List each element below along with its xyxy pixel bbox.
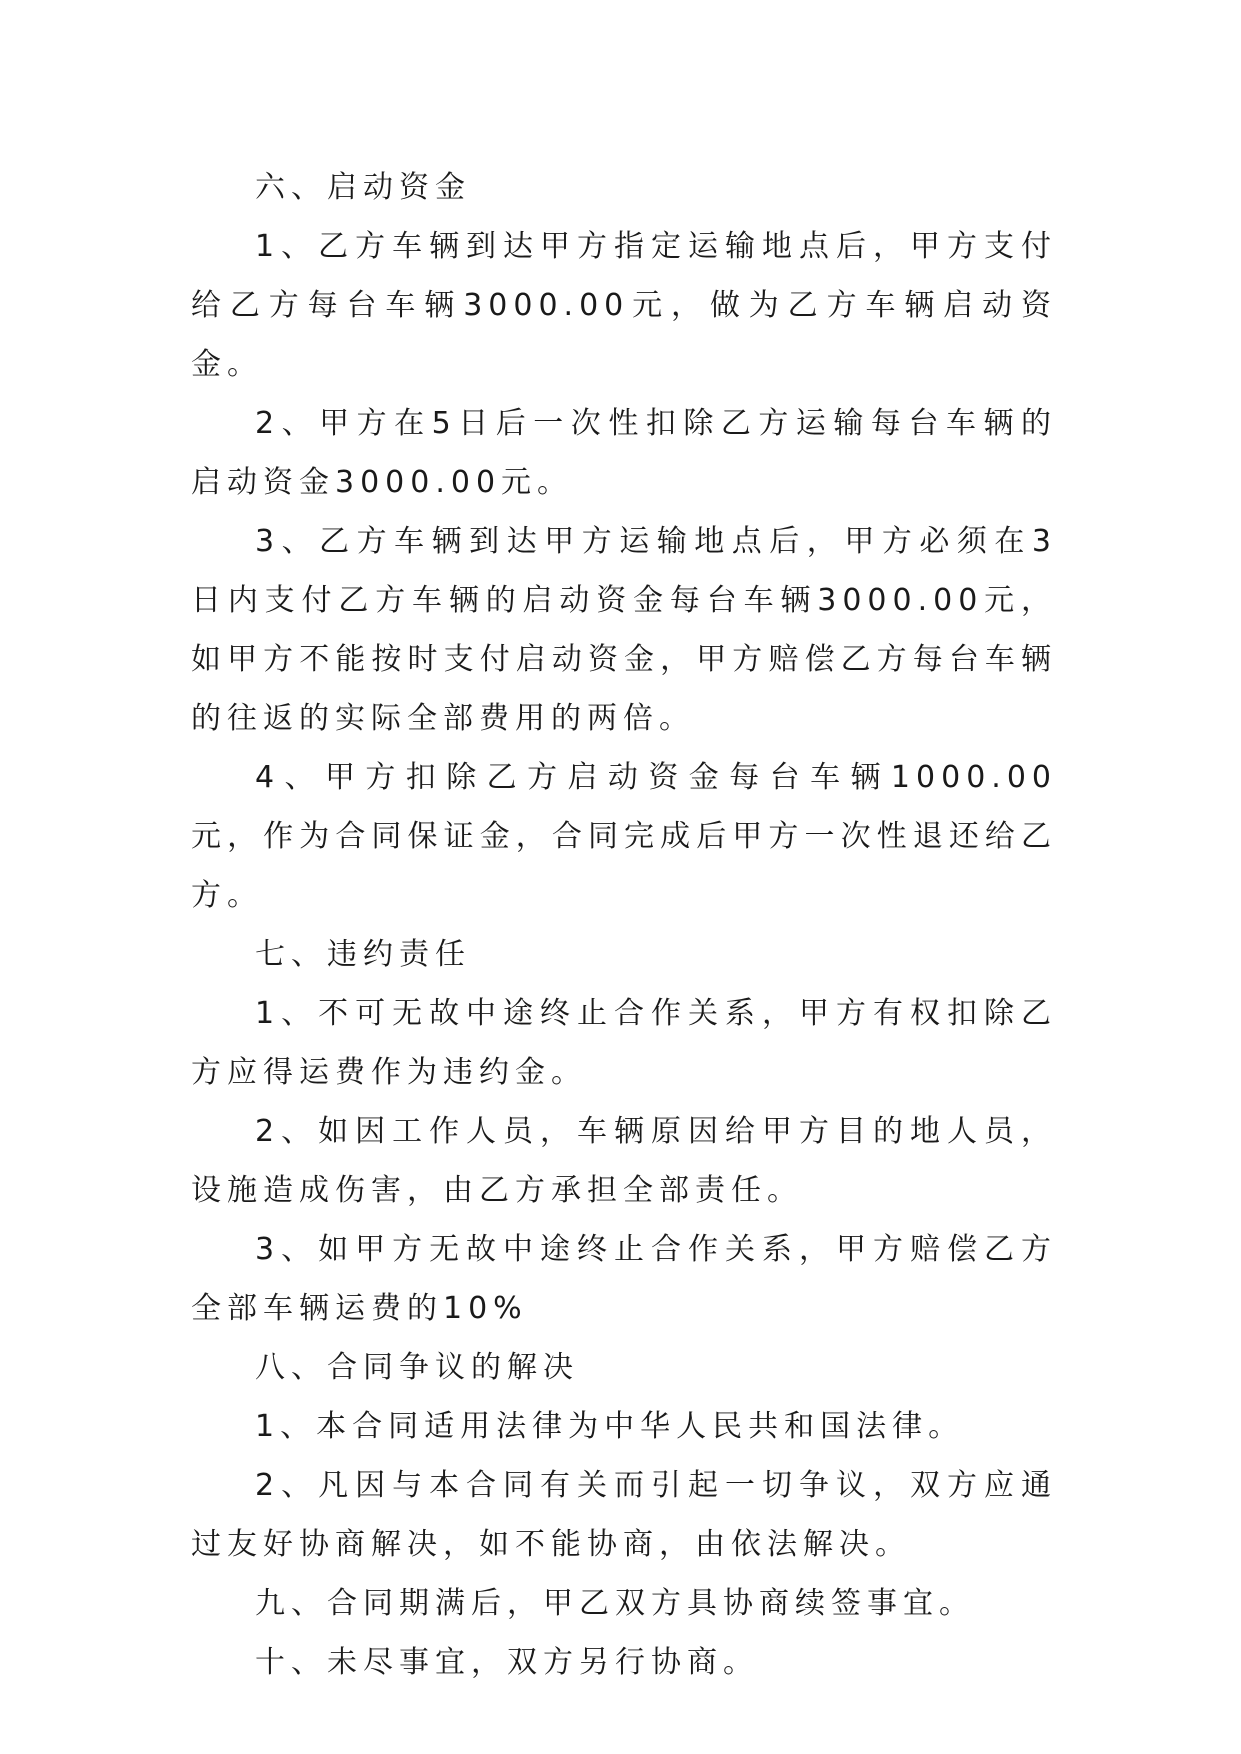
section-heading-dispute-resolution: 八、合同争议的解决 xyxy=(255,1350,579,1385)
clause-paragraph: 2、甲方在5日后一次性扣除乙方运输每台车辆的启动资金3000.00元。 xyxy=(191,406,1057,500)
clause-paragraph: 3、乙方车辆到达甲方运输地点后，甲方必须在3日内支付乙方车辆的启动资金每台车辆3000.00元，如甲方不能按时支付启动资金，甲方赔偿乙方每台车辆的往返的实际全部费用的两倍。 xyxy=(191,524,1057,736)
clause-paragraph: 2、凡因与本合同有关而引起一切争议，双方应通过友好协商解决，如不能协商，由依法解决。 xyxy=(191,1468,1057,1562)
clause-paragraph: 3、如甲方无故中途终止合作关系，甲方赔偿乙方全部车辆运费的10% xyxy=(191,1232,1057,1326)
clause-paragraph: 2、如因工作人员，车辆原因给甲方目的地人员，设施造成伤害，由乙方承担全部责任。 xyxy=(191,1114,1057,1208)
section-heading-other-matters: 十、未尽事宜，双方另行协商。 xyxy=(255,1645,759,1680)
document-body xyxy=(191,158,1057,1692)
section-heading-liability: 七、违约责任 xyxy=(255,937,471,972)
clause-paragraph: 1、乙方车辆到达甲方指定运输地点后，甲方支付给乙方每台车辆3000.00元，做为乙方车辆启动资金。 xyxy=(191,229,1057,382)
clause-paragraph: 1、本合同适用法律为中华人民共和国法律。 xyxy=(255,1409,965,1444)
clause-paragraph: 1、不可无故中途终止合作关系，甲方有权扣除乙方应得运费作为违约金。 xyxy=(191,996,1057,1090)
clause-paragraph: 4、甲方扣除乙方启动资金每台车辆1000.00元，作为合同保证金，合同完成后甲方一次性退还给乙方。 xyxy=(191,760,1057,913)
section-heading-contract-expiry: 九、合同期满后，甲乙双方具协商续签事宜。 xyxy=(255,1586,975,1621)
section-heading-startup-funds: 六、启动资金 xyxy=(255,170,471,205)
